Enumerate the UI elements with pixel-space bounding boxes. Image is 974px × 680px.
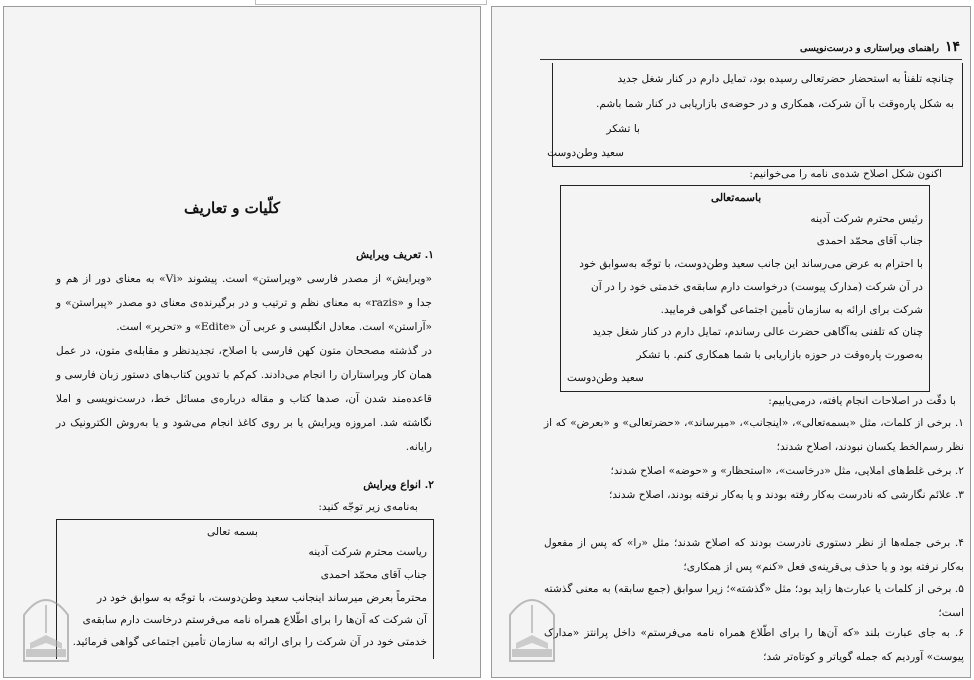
box1-line: چنانچه تلفنأ به استحضار حضرتعالی رسیده بود، تمایل دارم در کنار شغل جدید [617,73,954,85]
box1-line: به شکل پاره‌وقت با آن شرکت، همکاری و در حوضه‌ی بازاریابی در کنار شما باشم. [596,98,954,110]
top-window-strip [255,0,487,5]
box1-line: سعید وطن‌دوست [547,147,624,159]
box2-line: چنان که تلفنی به‌آگاهی حضرت عالی رساندم، تمایل دارم در کنار شغل جدید [592,326,923,338]
section1-body2: در گذشته مصححان متون کهن فارسی با اصلاح، تجدیدنظر و مقابله‌ی متون، در عمل همان کار ویراستاران را انجام می‌دادند. کم‌کم با تدوین کتاب‌های دستور زبان فارسی و قاعده‌مند شدن آن، صدها کتاب و مقاله درباره‌ی مسائل خط، درست‌نویسی و املا نگاشته شد. امروزه ویرایش یا بر روی کاغذ انجام می‌شود و یا به‌روش الکترونیک در رایانه. [56,345,432,453]
section2-heading: ۲. انواع ویرایش [363,479,434,491]
list-item: ۱. برخی از کلمات، مثل «بسمه‌تعالی»، «اینجانب»، «میرساند»، «حضرتعالی» و «بعرض» که از نظر رسم‌الخط یکسان نبودند، اصلاح شدند؛ [544,417,964,453]
list-item: ۴. برخی جمله‌ها از نظر دستوری نادرست بودند که اصلاح شدند؛ مثل «را» که پس از مفعول به‌کار نرفته بود و یا حذف بی‌قرینه‌ی فعل «کنم» پس از همکاری؛ [544,537,964,573]
letter-line: بسمه تعالی [207,526,258,538]
box2-line: با احترام به عرض می‌رساند این جانب سعید وطن‌دوست، با توجّه به‌سوابق خود [579,258,923,270]
letter-line: خدمتی خود در آن شرکت را برای ارائه به سازمان تأمین اجتماعی گواهی فرمائید. [72,636,427,648]
left-page [3,6,481,678]
section2-intro: به‌نامه‌ی زیر توجّه کنید: [318,501,418,513]
after-box-text: با دقّت در اصلاحات انجام یافته، درمی‌یابیم: [768,395,956,407]
original-letter-box-left [56,519,434,659]
chapter-title: کلّیات و تعاریف [184,199,280,217]
letter-line: جناب آقای محمّد احمدی [320,569,427,581]
section1-heading: ۱. تعریف ویرایش [356,249,434,261]
list-item: ۲. برخی غلط‌های املایی، مثل «درخاست»، «استحظار» و «حوضه» اصلاح شدند؛ [610,465,964,477]
letter-line: محترماً بعرض میرساند اینجانب سعید وطن‌دوست، با توجّه به سوابق خود در [96,592,427,604]
section1-body: «ویرایش» از مصدر فارسی «ویراستن» است. پیشوند «Vi» به معنای دور از هم و جدا و «razis» به معنای نظم و ترتیب و در برگیرنده‌ی معنای دو مصدر «پیراستن» و «آراستن» است. معادل انگلیسی و عربی آن «Edite» و «تحریر» است. [56,273,433,333]
box2-line: در آن شرکت (مدارک پیوست) درخواست دارم سابقه‌ی خدمتی خود را در آن [590,281,923,293]
box2-line: باسمه‌تعالی [711,192,762,204]
box2-line: به‌صورت پاره‌وقت در حوزه بازاریابی با شما همکاری کنم. با تشکر [636,349,923,361]
page-number: ۱۴ [945,39,961,55]
letter-line: آن شرکت که آن‌ها را برای اطّلاع همراه نامه می‌فرستم درخاست دارم سابقه‌ی [82,614,427,626]
list-item: ۳. علائم نگارشی که نادرست به‌کار رفته بودند و یا به‌کار نرفته بودند، اصلاح شدند؛ [609,489,964,501]
box2-line: رئیس محترم شرکت آدینه [810,213,923,225]
library-seal-watermark [504,583,560,663]
box2-line: جناب آقای محمّد احمدی [816,235,923,247]
original-letter-box [547,63,963,167]
list-item: ۵. برخی از کلمات یا عبارت‌ها زاید بود؛ مثل «گذشته»؛ زیرا سوابق (جمع سابقه) به معنی گذشته است؛ [544,583,964,619]
box1-line: با تشکر [606,123,640,135]
box2-line: سعید وطن‌دوست [567,372,644,384]
right-page [491,6,971,678]
corrected-intro: اکنون شکل اصلاح شده‌ی نامه را می‌خوانیم: [749,168,942,180]
header-rule [540,59,962,60]
running-title: راهنمای ویراستاری و درست‌نویسی [800,43,939,54]
box2-line: شرکت برای ارائه به سازمان تأمین اجتماعی گواهی فرمایید. [660,304,923,316]
library-seal-watermark [18,583,74,663]
letter-line: ریاست محترم شرکت آدینه [308,546,427,558]
corrected-letter-box [560,185,930,392]
list-item: ۶. به جای عبارت بلند «که آن‌ها را برای اطّلاع همراه نامه می‌فرستم» داخل پرانتز «مدارک پیوست» آوردیم که جمله گویاتر و کوتاه‌تر شد؛ [544,627,964,663]
